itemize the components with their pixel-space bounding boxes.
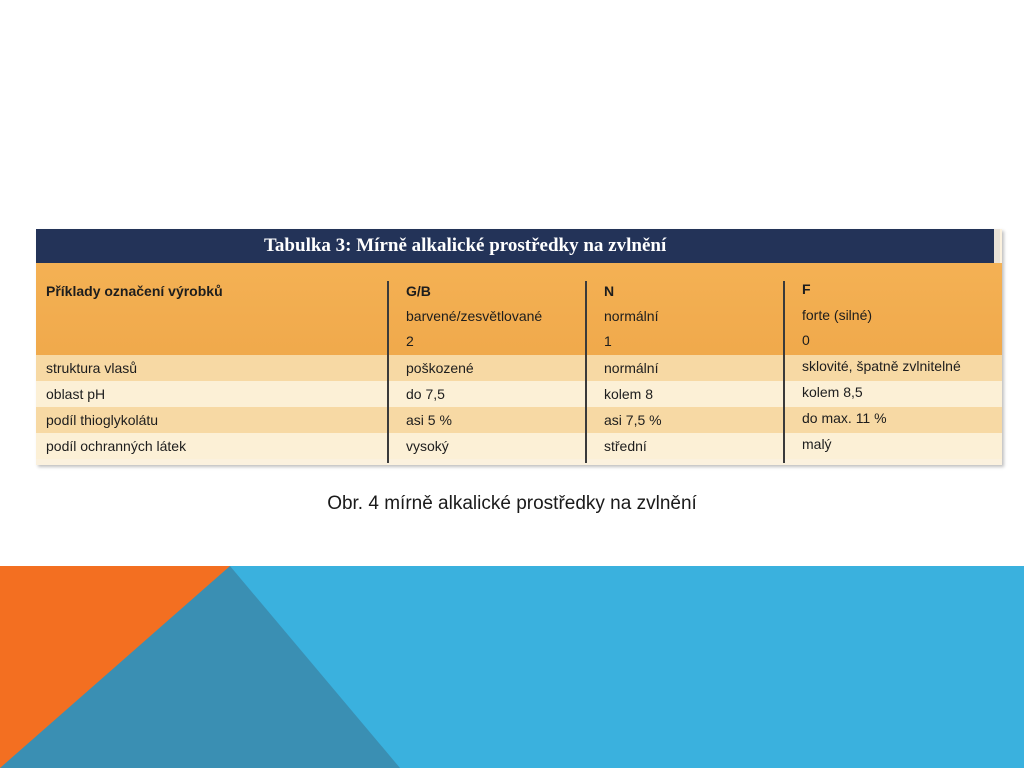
header-code-gb: G/B xyxy=(406,283,431,299)
row-value: asi 5 % xyxy=(406,412,452,428)
row-value: střední xyxy=(604,438,647,454)
table-title-bar xyxy=(36,229,1000,263)
column-divider xyxy=(783,281,785,463)
header-level-f: 0 xyxy=(802,332,810,348)
row-label: podíl ochranných látek xyxy=(46,438,187,454)
header-name-gb: barvené/zesvětlované xyxy=(406,308,543,324)
header-code-f: F xyxy=(802,281,811,297)
header-level-gb: 2 xyxy=(406,333,414,349)
table-figure xyxy=(36,229,1002,465)
row-value: asi 7,5 % xyxy=(604,412,662,428)
row-label: oblast pH xyxy=(46,386,106,402)
table-row xyxy=(36,381,1002,407)
row-value: poškozené xyxy=(406,360,474,376)
row-value: kolem 8,5 xyxy=(802,384,863,400)
header-name-n: normální xyxy=(604,308,659,324)
table-title: Tabulka 3: Mírně alkalické prostředky na zvlnění xyxy=(264,235,667,256)
decorative-shapes xyxy=(0,566,1024,768)
row-value: sklovité, špatně zvlnitelné xyxy=(802,358,961,374)
header-code-n: N xyxy=(604,283,615,299)
row-label: podíl thioglykolátu xyxy=(46,412,159,428)
header-label: Příklady označení výrobků xyxy=(46,283,223,299)
header-level-n: 1 xyxy=(604,333,612,349)
column-divider xyxy=(585,281,587,463)
table-row xyxy=(36,355,1002,381)
column-divider xyxy=(387,281,389,463)
table-row xyxy=(36,433,1002,459)
row-value: malý xyxy=(802,436,832,452)
row-label: struktura vlasů xyxy=(46,360,138,376)
row-value: normální xyxy=(604,360,659,376)
row-value: do max. 11 % xyxy=(802,410,887,426)
row-value: do 7,5 xyxy=(406,386,445,402)
row-value: vysoký xyxy=(406,438,449,454)
table-row xyxy=(36,407,1002,433)
row-value: kolem 8 xyxy=(604,386,654,402)
figure-caption: Obr. 4 mírně alkalické prostředky na zvlnění xyxy=(327,493,697,514)
header-name-f: forte (silné) xyxy=(802,307,873,323)
decorative-band xyxy=(0,566,1024,768)
